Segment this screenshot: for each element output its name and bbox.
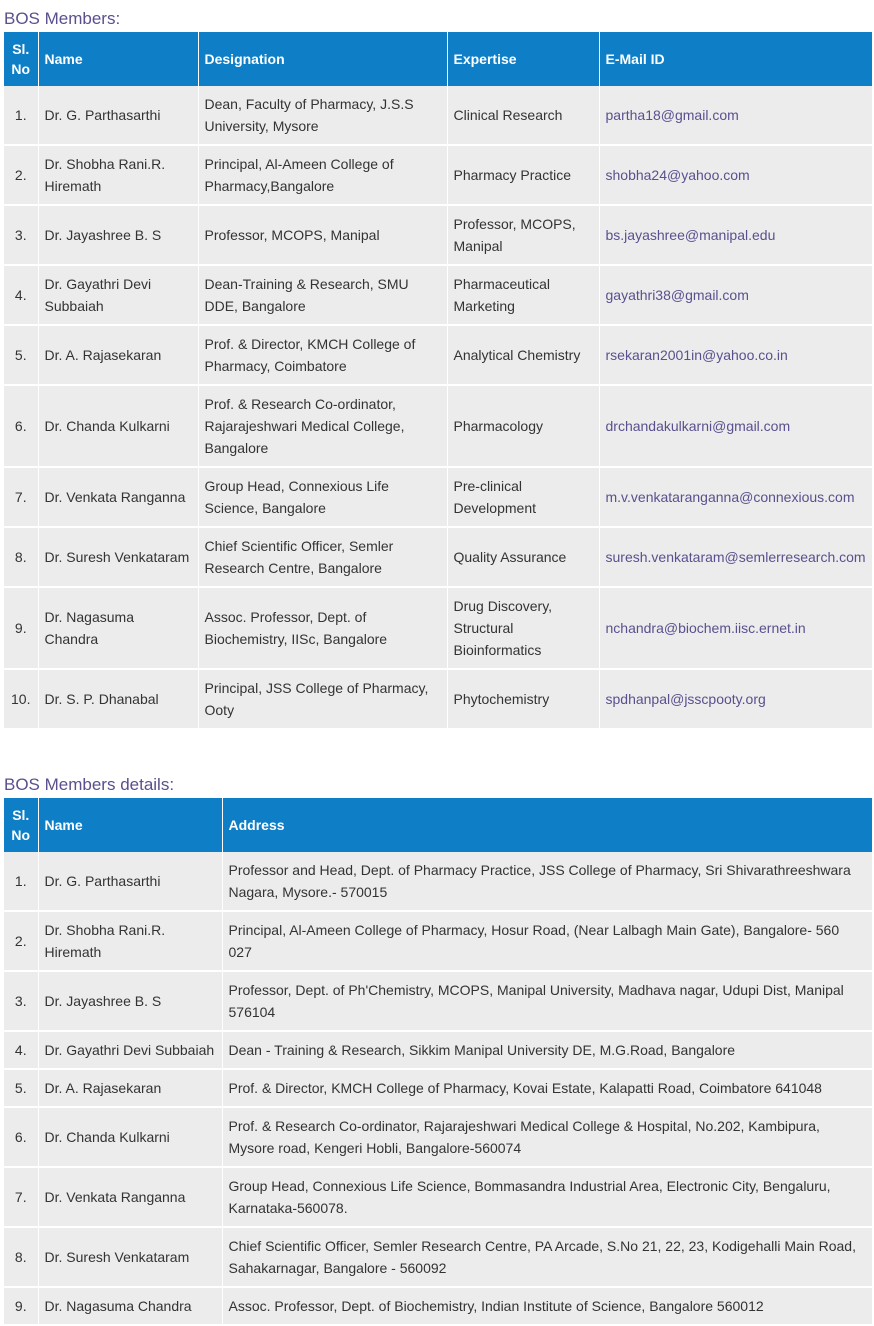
member-designation: Chief Scientific Officer, Semler Research Centre, Bangalore: [198, 527, 447, 587]
table-header-row: [4, 798, 872, 852]
member-expertise: Drug Discovery, Structural Bioinformatics: [447, 587, 599, 669]
table-row: [4, 145, 872, 205]
header-name: Name: [38, 798, 222, 852]
member-name: Dr. Suresh Venkataram: [38, 527, 198, 587]
member-designation: Dean, Faculty of Pharmacy, J.S.S University, Mysore: [198, 86, 447, 145]
member-name: Dr. Gayathri Devi Subbaiah: [38, 1031, 222, 1069]
table-row: [4, 852, 872, 911]
member-name: Dr. Venkata Ranganna: [38, 467, 198, 527]
table-row: [4, 1069, 872, 1107]
row-number: 8.: [4, 527, 38, 587]
member-name: Dr. A. Rajasekaran: [38, 325, 198, 385]
table-row: [4, 527, 872, 587]
member-address: Prof. & Director, KMCH College of Pharmacy, Kovai Estate, Kalapatti Road, Coimbatore 641048: [222, 1069, 872, 1107]
member-email-link[interactable]: spdhanpal@jsscpooty.org: [599, 669, 872, 729]
member-email-link[interactable]: suresh.venkataram@semlerresearch.com: [599, 527, 872, 587]
member-name: Dr. Shobha Rani.R. Hiremath: [38, 145, 198, 205]
member-name: Dr. Nagasuma Chandra: [38, 587, 198, 669]
table-header-row: [4, 32, 872, 86]
table-row: [4, 325, 872, 385]
table-row: [4, 1287, 872, 1325]
member-address: Chief Scientific Officer, Semler Research Centre, PA Arcade, S.No 21, 22, 23, Kodigehalli Main Road, Sahakarnagar, Bangalore - 560092: [222, 1227, 872, 1287]
header-name: Name: [38, 32, 198, 86]
header-expertise: Expertise: [447, 32, 599, 86]
row-number: 1.: [4, 852, 38, 911]
table-row: [4, 1167, 872, 1227]
table-row: [4, 971, 872, 1031]
member-designation: Prof. & Director, KMCH College of Pharmacy, Coimbatore: [198, 325, 447, 385]
member-email-link[interactable]: m.v.venkataranganna@connexious.com: [599, 467, 872, 527]
row-number: 9.: [4, 1287, 38, 1325]
member-email-link[interactable]: gayathri38@gmail.com: [599, 265, 872, 325]
row-number: 5.: [4, 325, 38, 385]
member-expertise: Professor, MCOPS, Manipal: [447, 205, 599, 265]
member-name: Dr. Jayashree B. S: [38, 971, 222, 1031]
member-designation: Assoc. Professor, Dept. of Biochemistry, IISc, Bangalore: [198, 587, 447, 669]
member-name: Dr. A. Rajasekaran: [38, 1069, 222, 1107]
member-name: Dr. S. P. Dhanabal: [38, 669, 198, 729]
row-number: 1.: [4, 86, 38, 145]
header-slno: Sl. No: [4, 32, 38, 86]
bos-details-title: BOS Members details:: [4, 775, 175, 794]
row-number: 4.: [4, 265, 38, 325]
member-address: Principal, Al-Ameen College of Pharmacy, Hosur Road, (Near Lalbagh Main Gate), Bangalore- 560 027: [222, 911, 872, 971]
table-row: [4, 1031, 872, 1069]
row-number: 6.: [4, 1107, 38, 1167]
member-address: Professor and Head, Dept. of Pharmacy Practice, JSS College of Pharmacy, Sri Shivarathreeshwara Nagara, Mysore.- 570015: [222, 852, 872, 911]
row-number: 2.: [4, 145, 38, 205]
row-number: 3.: [4, 205, 38, 265]
member-expertise: Analytical Chemistry: [447, 325, 599, 385]
member-email-link[interactable]: nchandra@biochem.iisc.ernet.in: [599, 587, 872, 669]
row-number: 7.: [4, 467, 38, 527]
member-name: Dr. Gayathri Devi Subbaiah: [38, 265, 198, 325]
member-address: Assoc. Professor, Dept. of Biochemistry, Indian Institute of Science, Bangalore 560012: [222, 1287, 872, 1325]
member-expertise: Quality Assurance: [447, 527, 599, 587]
row-number: 2.: [4, 911, 38, 971]
row-number: 7.: [4, 1167, 38, 1227]
table-row: [4, 467, 872, 527]
table-row: [4, 669, 872, 729]
member-name: Dr. Venkata Ranganna: [38, 1167, 222, 1227]
member-name: Dr. Jayashree B. S: [38, 205, 198, 265]
header-email: E-Mail ID: [599, 32, 872, 86]
member-expertise: Phytochemistry: [447, 669, 599, 729]
member-name: Dr. Nagasuma Chandra: [38, 1287, 222, 1325]
member-designation: Group Head, Connexious Life Science, Bangalore: [198, 467, 447, 527]
member-designation: Principal, Al-Ameen College of Pharmacy,Bangalore: [198, 145, 447, 205]
member-address: Dean - Training & Research, Sikkim Manipal University DE, M.G.Road, Bangalore: [222, 1031, 872, 1069]
member-expertise: Pre-clinical Development: [447, 467, 599, 527]
table-row: [4, 587, 872, 669]
row-number: 8.: [4, 1227, 38, 1287]
row-number: 6.: [4, 385, 38, 467]
row-number: 10.: [4, 669, 38, 729]
bos-members-title: BOS Members:: [4, 9, 121, 28]
table-row: [4, 385, 872, 467]
row-number: 9.: [4, 587, 38, 669]
member-name: Dr. Chanda Kulkarni: [38, 1107, 222, 1167]
table-row: [4, 1107, 872, 1167]
row-number: 3.: [4, 971, 38, 1031]
member-name: Dr. G. Parthasarthi: [38, 852, 222, 911]
member-address: Group Head, Connexious Life Science, Bommasandra Industrial Area, Electronic City, Bengaluru, Karnataka-560078.: [222, 1167, 872, 1227]
bos-details-table: [4, 798, 872, 1326]
header-designation: Designation: [198, 32, 447, 86]
member-email-link[interactable]: partha18@gmail.com: [599, 86, 872, 145]
member-expertise: Pharmacology: [447, 385, 599, 467]
table-row: [4, 265, 872, 325]
member-email-link[interactable]: bs.jayashree@manipal.edu: [599, 205, 872, 265]
row-number: 4.: [4, 1031, 38, 1069]
member-email-link[interactable]: rsekaran2001in@yahoo.co.in: [599, 325, 872, 385]
member-designation: Dean-Training & Research, SMU DDE, Bangalore: [198, 265, 447, 325]
table-row: [4, 911, 872, 971]
header-address: Address: [222, 798, 872, 852]
member-name: Dr. Suresh Venkataram: [38, 1227, 222, 1287]
member-name: Dr. Shobha Rani.R. Hiremath: [38, 911, 222, 971]
member-name: Dr. Chanda Kulkarni: [38, 385, 198, 467]
member-expertise: Pharmacy Practice: [447, 145, 599, 205]
member-designation: Professor, MCOPS, Manipal: [198, 205, 447, 265]
bos-members-table: [4, 32, 872, 730]
member-expertise: Pharmaceutical Marketing: [447, 265, 599, 325]
member-email-link[interactable]: drchandakulkarni@gmail.com: [599, 385, 872, 467]
member-designation: Prof. & Research Co-ordinator, Rajarajeshwari Medical College, Bangalore: [198, 385, 447, 467]
table-row: [4, 205, 872, 265]
member-email-link[interactable]: shobha24@yahoo.com: [599, 145, 872, 205]
row-number: 5.: [4, 1069, 38, 1107]
member-address: Prof. & Research Co-ordinator, Rajarajeshwari Medical College & Hospital, No.202, Kambipura, Mysore road, Kengeri Hobli, Bangalore-560074: [222, 1107, 872, 1167]
member-name: Dr. G. Parthasarthi: [38, 86, 198, 145]
member-expertise: Clinical Research: [447, 86, 599, 145]
member-address: Professor, Dept. of Ph'Chemistry, MCOPS, Manipal University, Madhava nagar, Udupi Dist, Manipal 576104: [222, 971, 872, 1031]
table-row: [4, 1227, 872, 1287]
header-slno: Sl. No: [4, 798, 38, 852]
table-row: [4, 86, 872, 145]
member-designation: Principal, JSS College of Pharmacy, Ooty: [198, 669, 447, 729]
